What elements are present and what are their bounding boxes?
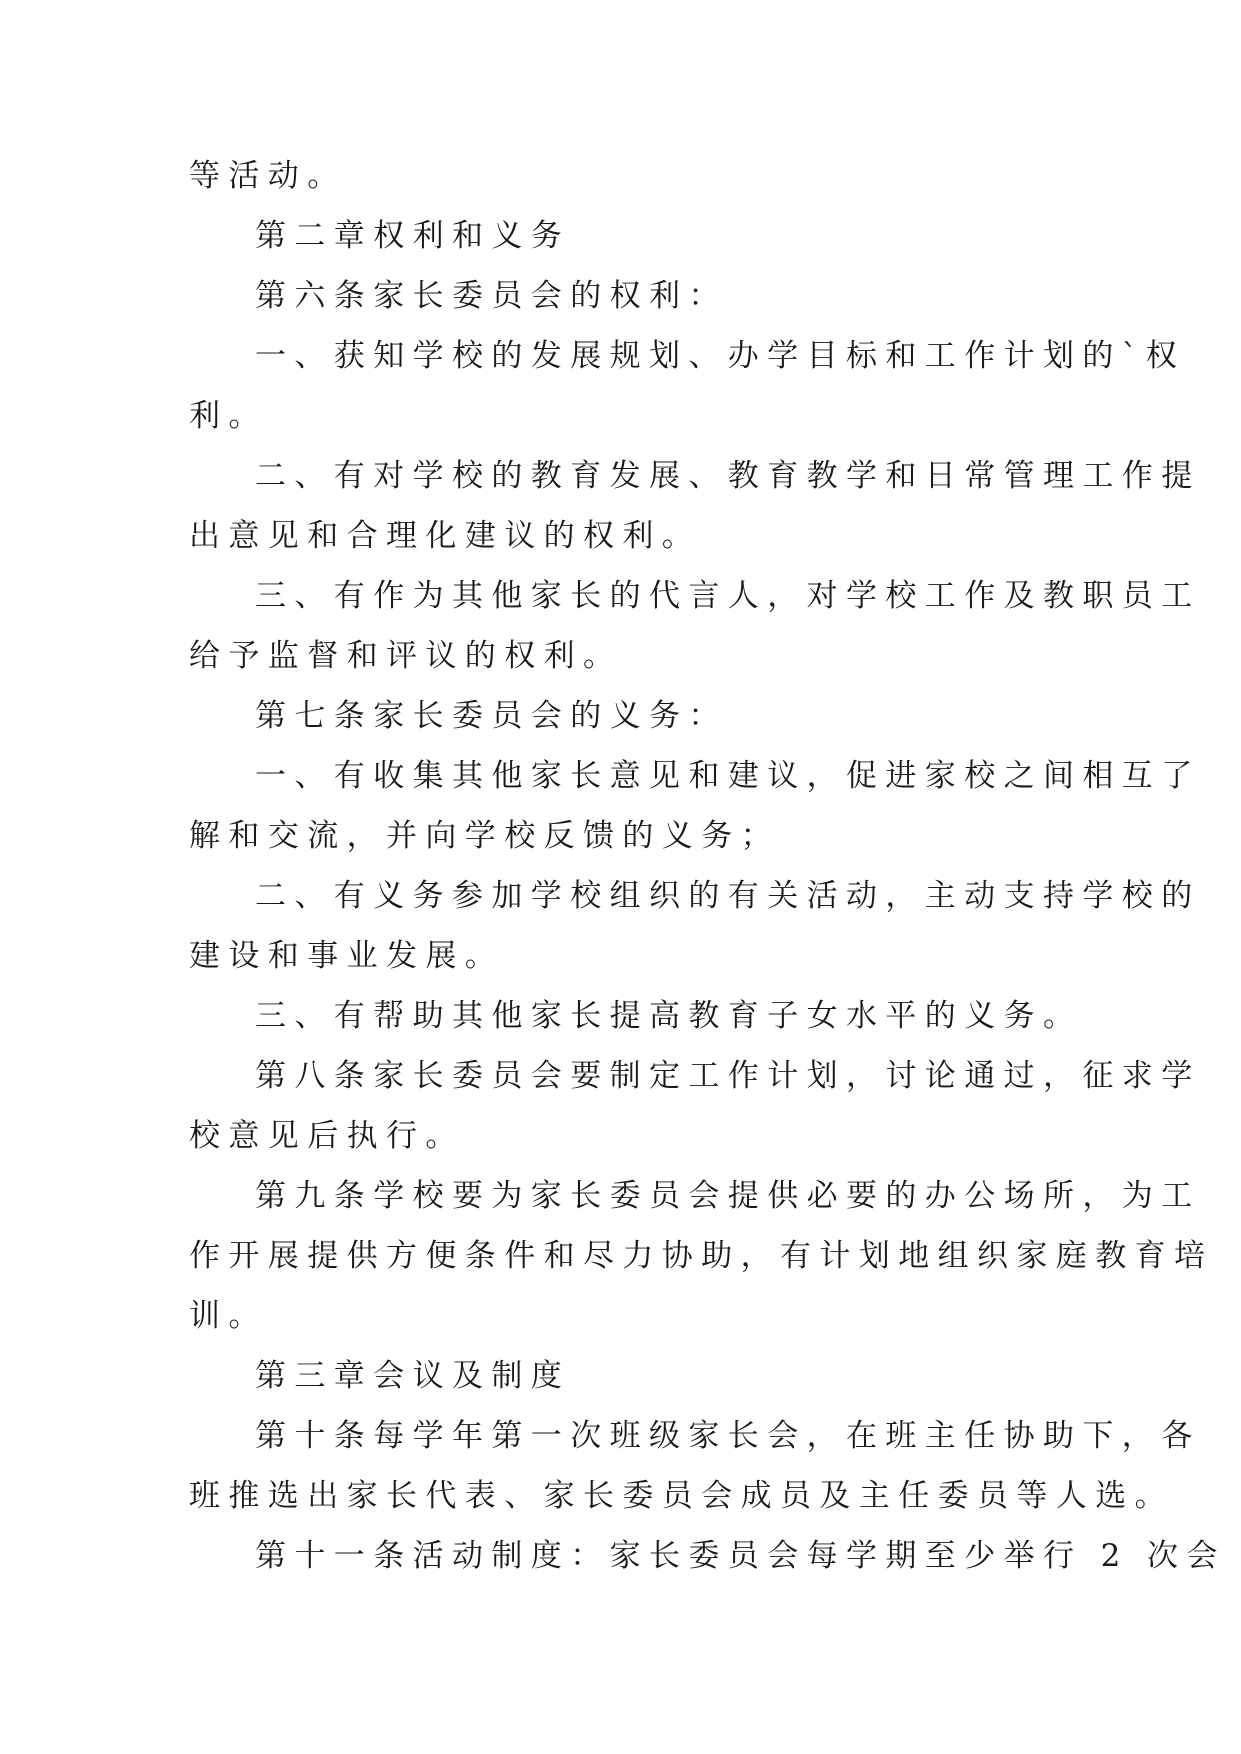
chapter-heading: 第三章会议及制度 [255, 1358, 571, 1394]
text-line: 第十一条活动制度：家长委员会每学期至少举行 2 次会 [255, 1538, 1226, 1574]
text-line: 利。 [189, 398, 268, 434]
text-line: 三、有帮助其他家长提高教育子女水平的义务。 [255, 998, 1083, 1034]
text-line: 第十条每学年第一次班级家长会，在班主任协助下，各 [255, 1418, 1201, 1454]
text-line: 给予监督和评议的权利。 [189, 638, 623, 674]
text-line: 二、有义务参加学校组织的有关活动，主动支持学校的 [255, 878, 1201, 914]
text-line: 三、有作为其他家长的代言人，对学校工作及教职员工 [255, 578, 1201, 614]
text-line: 班推选出家长代表、家长委员会成员及主任委员等人选。 [189, 1478, 1174, 1514]
text-line: 出意见和合理化建议的权利。 [189, 518, 702, 554]
chapter-heading: 第二章权利和义务 [255, 218, 571, 254]
text-line: 解和交流，并向学校反馈的义务； [189, 818, 780, 854]
text-line: 建设和事业发展。 [189, 938, 505, 974]
text-line: 训。 [189, 1298, 268, 1334]
text-line: 第八条家长委员会要制定工作计划，讨论通过，征求学 [255, 1058, 1201, 1094]
text-line: 校意见后执行。 [189, 1118, 465, 1154]
text-line: 二、有对学校的教育发展、教育教学和日常管理工作提 [255, 458, 1201, 494]
text-line: 一、有收集其他家长意见和建议，促进家校之间相互了 [255, 758, 1201, 794]
text-line: 等活动。 [189, 158, 347, 194]
text-line: 作开展提供方便条件和尽力协助，有计划地组织家庭教育培 [189, 1238, 1214, 1274]
text-line: 第九条学校要为家长委员会提供必要的办公场所，为工 [255, 1178, 1201, 1214]
article-heading: 第六条家长委员会的权利： [255, 278, 728, 314]
article-heading: 第七条家长委员会的义务： [255, 698, 728, 734]
text-line: 一、获知学校的发展规划、办学目标和工作计划的`权 [255, 338, 1186, 374]
